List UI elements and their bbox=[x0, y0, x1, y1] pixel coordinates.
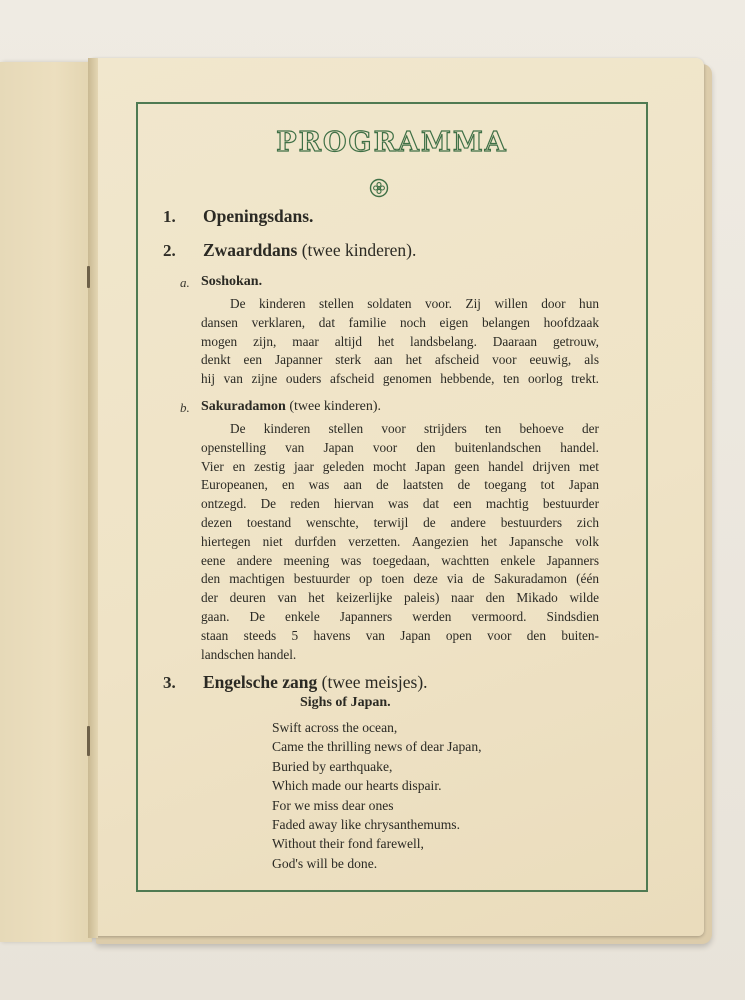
paragraph-line: den machtigen bestuurder op toen deze via de Sakuradamon (één bbox=[201, 571, 599, 587]
sub-item-name: Sakuradamon bbox=[201, 399, 286, 414]
sub-item-note: (twee kinderen). bbox=[285, 399, 382, 414]
item-name: Engelsche zang bbox=[203, 672, 318, 692]
item-heading bbox=[203, 206, 313, 227]
paragraph-line: dezen toestand wenschte, terwijl de andere bestuurders zich bbox=[201, 514, 599, 530]
stitch bbox=[87, 266, 90, 288]
lyric-line: Faded away like chrysanthemums. bbox=[272, 817, 460, 833]
sub-item-title bbox=[201, 274, 262, 290]
paragraph-line: dansen verklaren, dat familie noch eigen belangen hoofdzaak bbox=[201, 314, 599, 330]
flower-ornament-icon bbox=[369, 178, 389, 198]
paragraph-line: gaan. De enkele Japanners werden vermoord. Sindsdien bbox=[201, 608, 599, 624]
paragraph-line: De kinderen stellen voor strijders ten behoeve der bbox=[230, 421, 599, 436]
item-name: Openingsdans. bbox=[203, 206, 314, 226]
sub-item-letter: a. bbox=[180, 275, 190, 290]
paragraph-line: openstelling van Japan voor den buitenlandschen handel. bbox=[201, 439, 599, 455]
item-name: Zwaarddans bbox=[203, 240, 298, 260]
lyric-line: Swift across the ocean, bbox=[272, 720, 398, 735]
paragraph-line: staan steeds 5 havens van Japan open voor den buiten- bbox=[201, 627, 599, 643]
sub-item-name: Soshokan. bbox=[201, 274, 263, 289]
sub-item-letter: b. bbox=[180, 400, 190, 415]
item-heading bbox=[203, 672, 428, 693]
paragraph-line: eene andere meening was toegedaan, wachtten enkele Japanners bbox=[201, 552, 599, 568]
lyric-line: Without their fond farewell, bbox=[272, 836, 424, 852]
paragraph-soshokan bbox=[201, 295, 599, 389]
paragraph-line: hiertegen niet durfden verzetten. Aangezien het Japansche volk bbox=[201, 533, 599, 549]
song-lyrics bbox=[272, 718, 482, 873]
paragraph-line: der deuren van het keizerlijke paleis) naar den Mikado wilde bbox=[201, 590, 599, 606]
page-title: PROGRAMMA bbox=[276, 127, 508, 158]
paragraph-line: landschen handel. bbox=[201, 646, 297, 662]
lyric-line: Buried by earthquake, bbox=[272, 758, 393, 774]
lyric-line: God's will be done. bbox=[272, 855, 378, 871]
song-title: Sighs of Japan. bbox=[300, 695, 391, 710]
paragraph-line: denkt een Japanner sterk aan het afscheid voor eeuwig, als bbox=[201, 352, 599, 368]
paragraph-line: Europeanen, en was aan de laatsten de toegang tot Japan bbox=[201, 477, 599, 493]
paragraph-line: Vier en zestig jaar geleden mocht Japan geen handel drijven met bbox=[201, 458, 599, 474]
paragraph-line: ontzegd. De reden hiervan was dat een machtig bestuurder bbox=[201, 496, 599, 512]
paragraph-line: hij van zijne ouders afscheid genomen hebbende, ten oorlog trekt. bbox=[201, 371, 599, 387]
lyric-line: For we miss dear ones bbox=[272, 797, 394, 813]
item-note: (twee meisjes). bbox=[317, 672, 428, 692]
spine bbox=[88, 58, 98, 938]
paragraph-sakuradamon bbox=[201, 420, 599, 664]
item-number: 1. bbox=[163, 207, 176, 226]
item-number: 3. bbox=[163, 673, 176, 692]
lyric-line: Which made our hearts dispair. bbox=[272, 778, 442, 794]
item-number: 2. bbox=[163, 241, 176, 260]
lyric-line: Came the thrilling news of dear Japan, bbox=[272, 739, 482, 755]
item-heading bbox=[203, 240, 416, 261]
paragraph-line: De kinderen stellen soldaten voor. Zij willen door hun bbox=[230, 296, 599, 311]
paragraph-line: mogen zijn, maar altijd het landsbelang. Daaraan getrouw, bbox=[201, 333, 599, 349]
sub-item-title bbox=[201, 399, 381, 415]
item-note: (twee kinderen). bbox=[297, 240, 417, 260]
left-page bbox=[0, 62, 92, 942]
stitch bbox=[87, 726, 90, 756]
